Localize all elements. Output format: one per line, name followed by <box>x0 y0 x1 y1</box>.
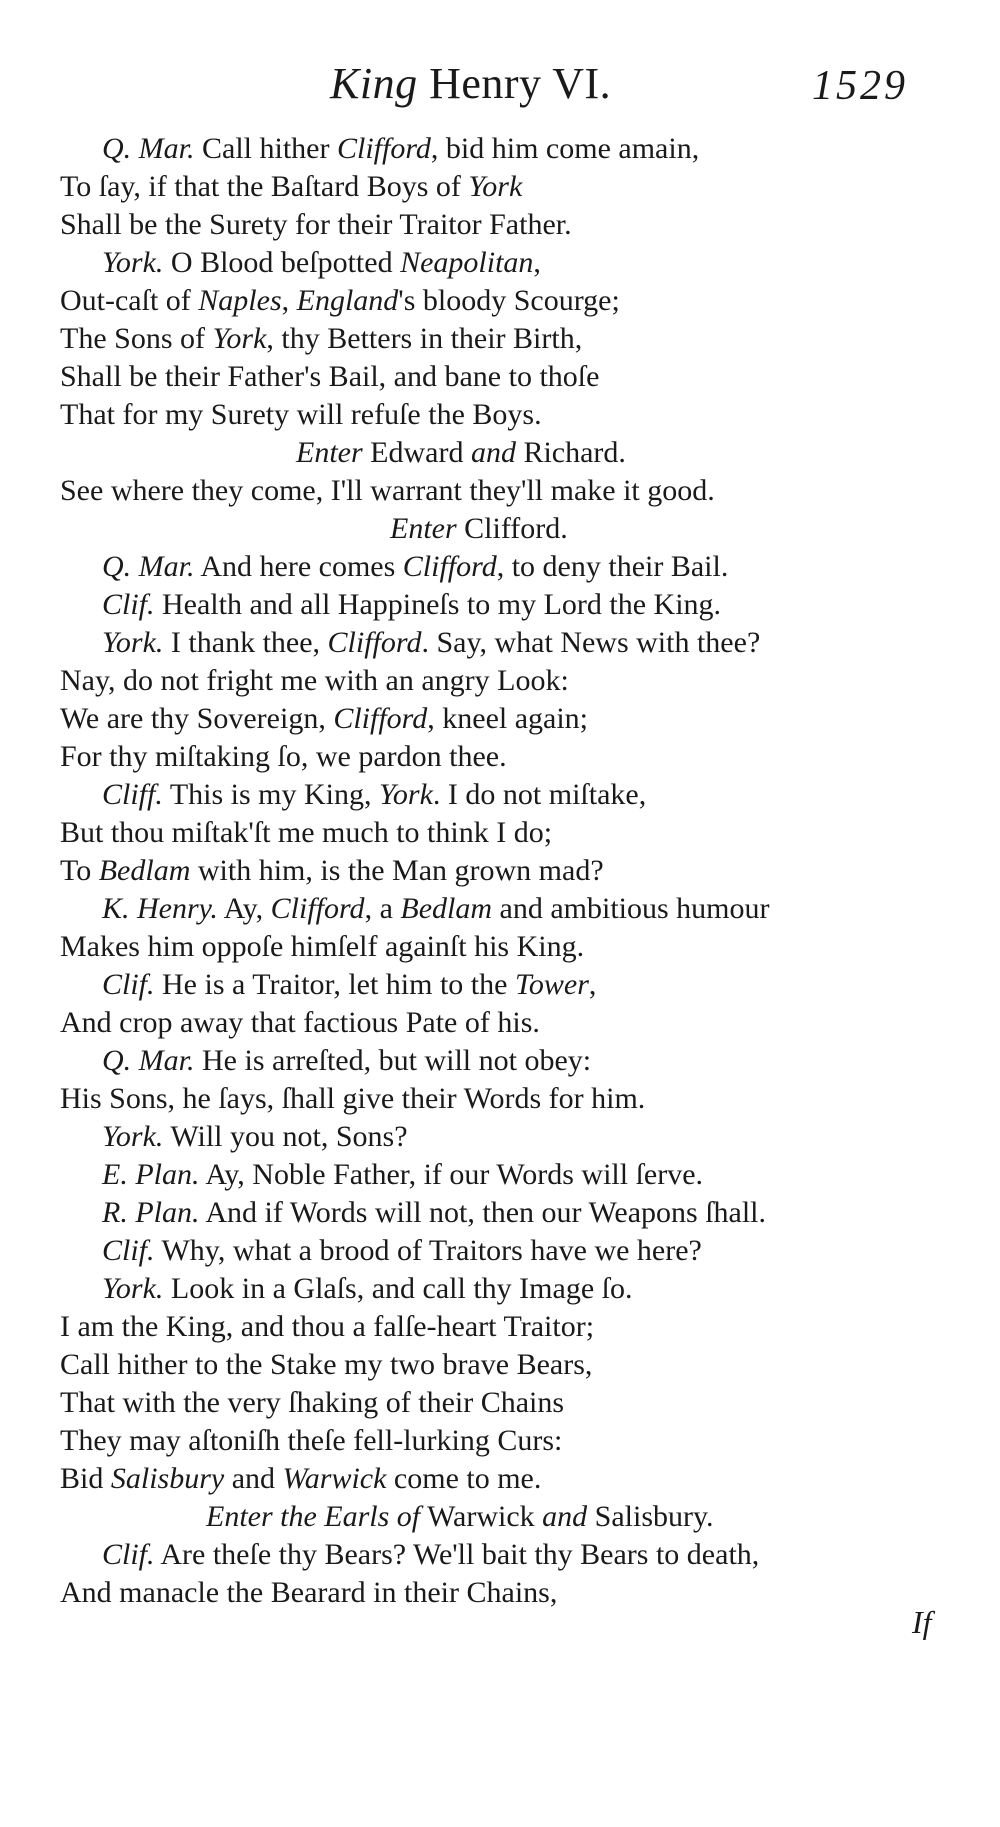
speech-line <box>60 130 960 168</box>
text-run: and <box>224 1462 283 1495</box>
verse-line <box>60 1384 960 1422</box>
text-run: , <box>281 284 297 317</box>
text-run: , <box>533 246 541 279</box>
running-title-italic: King <box>330 59 418 108</box>
running-title-rest: Henry VI. <box>417 59 612 108</box>
text-run: He is arreſted, but will not obey: <box>194 1044 592 1077</box>
text-run: And if Words will not, then our Weapons ſhall. <box>199 1196 767 1229</box>
text-run: This is my King, <box>162 778 379 811</box>
text-run: , kneel again; <box>427 702 589 735</box>
text-run: Are theſe thy Bears? We'll bait thy Bears to death, <box>154 1538 760 1571</box>
text-run: And here comes <box>194 550 403 583</box>
italic-text: Bedlam <box>98 854 191 887</box>
italic-text: England <box>296 284 399 317</box>
text-run: Out-caſt of <box>60 284 199 317</box>
italic-text: York <box>212 322 267 355</box>
text-run: Call hither <box>194 132 337 165</box>
italic-text: Warwick <box>282 1462 387 1495</box>
text-run: And manacle the Bearard in their Chains, <box>60 1576 558 1609</box>
text-run: Ay, <box>217 892 271 925</box>
text-run: They may aſtoniſh theſe fell-lurking Curs: <box>60 1424 563 1457</box>
italic-text: York <box>468 170 523 203</box>
stage-direction <box>60 510 960 548</box>
speaker-name: York. <box>102 626 164 659</box>
catchword: If <box>912 1604 932 1640</box>
running-title <box>330 58 611 109</box>
speaker-name: R. Plan. <box>102 1196 200 1229</box>
speech-line <box>60 1118 960 1156</box>
text-run: See where they come, I'll warrant they'll make it good. <box>60 474 715 507</box>
speaker-name: Q. Mar. <box>102 550 195 583</box>
text-run: Call hither to the Stake my two brave Bears, <box>60 1348 593 1381</box>
text-run: come to me. <box>386 1462 542 1495</box>
verse-line <box>60 1080 960 1118</box>
italic-text: York <box>379 778 433 811</box>
speaker-name: York. <box>102 1272 164 1305</box>
speaker-name: Clif. <box>102 588 155 621</box>
verse-line <box>60 168 960 206</box>
text-run: Look in a Glaſs, and call thy Image ſo. <box>163 1272 633 1305</box>
text-run: and ambitious humour <box>492 892 770 925</box>
italic-text: Clifford <box>337 132 431 165</box>
speech-line <box>60 1156 960 1194</box>
speaker-name: K. Henry. <box>102 892 218 925</box>
text-run: Richard. <box>515 436 626 469</box>
speech-line <box>60 1194 960 1232</box>
text-run: To ſay, if that the Baſtard Boys of <box>60 170 469 203</box>
italic-text: Tower <box>514 968 589 1001</box>
speaker-name: Q. Mar. <box>102 132 195 165</box>
text-run: The Sons of <box>60 322 213 355</box>
text-run: , a <box>364 892 401 925</box>
verse-line <box>60 928 960 966</box>
speech-line <box>60 890 960 928</box>
text-run: But thou miſtak'ſt me much to think I do; <box>60 816 553 849</box>
text-run: Clifford. <box>456 512 568 545</box>
verse-line <box>60 814 960 852</box>
text-run: , thy Betters in their Birth, <box>266 322 583 355</box>
text-run: His Sons, he ſays, ſhall give their Words for him. <box>60 1082 646 1115</box>
text-run: Warwick <box>420 1500 543 1533</box>
text-run: I thank thee, <box>163 626 328 659</box>
text-run: And crop away that factious Pate of his. <box>60 1006 540 1039</box>
speech-line <box>60 1042 960 1080</box>
italic-text: and <box>470 436 516 469</box>
speech-line <box>60 624 960 662</box>
italic-text: Naples <box>198 284 282 317</box>
italic-text: Enter <box>296 436 363 469</box>
verse-line <box>60 472 960 510</box>
page-number: 1529 <box>812 63 908 109</box>
running-head <box>0 58 1000 118</box>
speaker-name: Cliff. <box>102 778 163 811</box>
speaker-name: Clif. <box>102 1234 155 1267</box>
verse-line <box>60 738 960 776</box>
italic-text: Clifford <box>402 550 497 583</box>
text-run: Salisbury. <box>587 1500 714 1533</box>
text-run: with him, is the Man grown mad? <box>190 854 604 887</box>
italic-text: Enter <box>390 512 457 545</box>
text-run: 's bloody Scourge; <box>398 284 620 317</box>
verse-line <box>60 1460 960 1498</box>
text-run: , bid him come amain, <box>430 132 700 165</box>
speech-line <box>60 1232 960 1270</box>
text-run: O Blood beſpotted <box>163 246 401 279</box>
italic-text: Enter the Earls of <box>206 1500 421 1533</box>
text-run: That with the very ſhaking of their Chains <box>60 1386 565 1419</box>
text-run: Ay, Noble Father, if our Words will ſerve. <box>199 1158 704 1191</box>
text-run: Shall be the Surety for their Traitor Father. <box>60 208 572 241</box>
italic-text: Clifford <box>270 892 365 925</box>
text-run: To <box>60 854 99 887</box>
verse-line <box>60 206 960 244</box>
speaker-name: Clif. <box>102 968 155 1001</box>
stage-direction <box>60 1498 960 1536</box>
italic-text: Neapolitan <box>400 246 534 279</box>
speech-line <box>60 586 960 624</box>
italic-text: and <box>542 1500 588 1533</box>
text-run: Bid <box>60 1462 111 1495</box>
verse-line <box>60 320 960 358</box>
speech-line <box>60 244 960 282</box>
speaker-name: Q. Mar. <box>102 1044 195 1077</box>
text-run: For thy miſtaking ſo, we pardon thee. <box>60 740 507 773</box>
text-run: Makes him oppoſe himſelf againſt his King. <box>60 930 585 963</box>
verse-line <box>60 852 960 890</box>
text-run: We are thy Sovereign, <box>60 702 334 735</box>
text-run: I am the King, and thou a falſe-heart Traitor; <box>60 1310 595 1343</box>
italic-text: Bedlam <box>400 892 493 925</box>
verse-line <box>60 1004 960 1042</box>
verse-line <box>60 1422 960 1460</box>
speech-line <box>60 1270 960 1308</box>
stage-direction <box>60 434 960 472</box>
verse-line <box>60 358 960 396</box>
text-run: Will you not, Sons? <box>163 1120 408 1153</box>
speaker-name: York. <box>102 246 164 279</box>
speech-line <box>60 966 960 1004</box>
speech-line <box>60 1536 960 1574</box>
text-run: Shall be their Father's Bail, and bane to thoſe <box>60 360 600 393</box>
text-run: Health and all Happineſs to my Lord the King. <box>154 588 722 621</box>
verse-line <box>60 700 960 738</box>
text-run: . I do not miſtake, <box>432 778 647 811</box>
speaker-name: York. <box>102 1120 164 1153</box>
text-run: He is a Traitor, let him to the <box>154 968 515 1001</box>
speaker-name: E. Plan. <box>102 1158 200 1191</box>
verse-line <box>60 1308 960 1346</box>
italic-text: Clifford <box>327 626 422 659</box>
text-run: Why, what a brood of Traitors have we here? <box>154 1234 702 1267</box>
text-run: Nay, do not fright me with an angry Look: <box>60 664 569 697</box>
verse-line <box>60 1346 960 1384</box>
italic-text: Clifford <box>333 702 428 735</box>
italic-text: Salisbury <box>110 1462 225 1495</box>
speech-line <box>60 548 960 586</box>
play-text <box>60 130 960 1612</box>
text-run: . Say, what News with thee? <box>421 626 761 659</box>
speech-line <box>60 776 960 814</box>
text-run: That for my Surety will refuſe the Boys. <box>60 398 542 431</box>
text-run: , <box>588 968 597 1001</box>
verse-line <box>60 1574 960 1612</box>
text-run: Edward <box>362 436 471 469</box>
verse-line <box>60 282 960 320</box>
verse-line <box>60 396 960 434</box>
speaker-name: Clif. <box>102 1538 155 1571</box>
text-run: , to deny their Bail. <box>496 550 729 583</box>
verse-line <box>60 662 960 700</box>
